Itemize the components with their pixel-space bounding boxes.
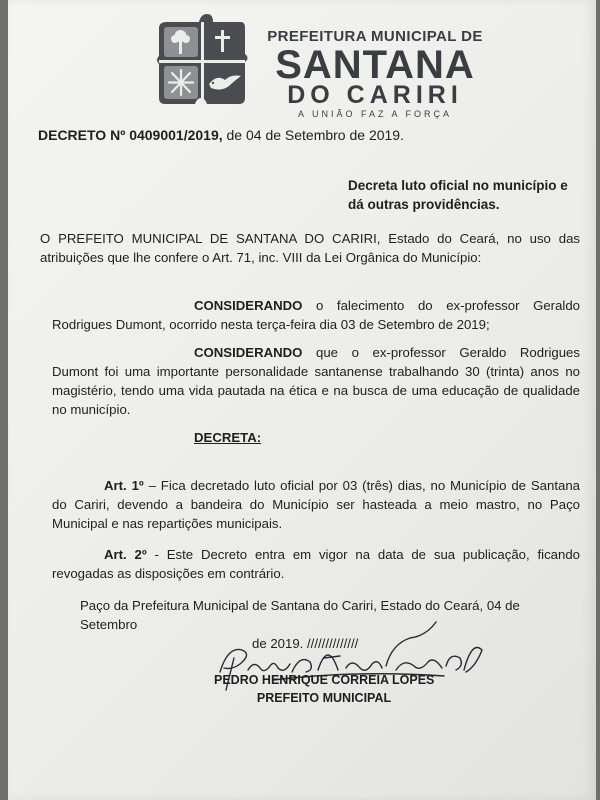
municipal-logo (155, 14, 250, 106)
article-1-label: Art. 1º (104, 478, 144, 493)
place-line: Paço da Prefeitura Municipal de Santana do Cariri, Estado do Ceará, 04 de Setembro (80, 598, 520, 632)
whereas-clause-1 (52, 296, 580, 334)
article-2 (52, 545, 580, 583)
decrees-heading: DECRETA: (194, 430, 262, 445)
whereas-clause-2 (52, 343, 580, 419)
whereas-label-2: CONSIDERANDO (194, 345, 303, 360)
article-1 (52, 476, 580, 533)
decree-number: DECRETO Nº 0409001/2019, (38, 127, 223, 143)
signer-name: PEDRO HENRIQUE CORREIA LOPES (214, 673, 435, 687)
whereas-text-1: o falecimento do ex-professor Geraldo Rodrigues Dumont, ocorrido nesta terça-feira dia 03 de Setembro de 2019; (52, 298, 580, 332)
decree-summary (348, 176, 588, 214)
org-line: PREFEITURA MUNICIPAL DE (267, 28, 483, 45)
document-page (8, 0, 596, 800)
whereas-text-2: que o ex-professor Geraldo Rodrigues Dumont foi uma importante personalidade santanense trabalhando 30 (trinta) anos no magistério, tendo uma vida pautada na ética e na busca de uma educação de qualidade no município. (52, 345, 580, 417)
summary-line-1: Decreta luto oficial no município e (348, 178, 568, 193)
municipal-motto: A UNIÃO FAZ A FORÇA (297, 109, 453, 119)
date-line: de 2019. ////////////// (252, 636, 359, 651)
preamble: O PREFEITO MUNICIPAL DE SANTANA DO CARIRI, Estado do Ceará, no uso das atribuições que lhe confere o Art. 71, inc. VIII da Lei Orgânica do Município: (40, 231, 580, 265)
decree-title (38, 126, 404, 145)
whereas-label-1: CONSIDERANDO (194, 298, 303, 313)
municipality-subname: DO CARIRI (287, 81, 463, 109)
municipality-name: SANTANA (275, 43, 475, 87)
decree-date: de 04 de Setembro de 2019. (226, 127, 404, 143)
article-2-text: - Este Decreto entra em vigor na data de sua publicação, ficando revogadas as disposições em contrário. (52, 547, 580, 581)
signer-role: PREFEITO MUNICIPAL (256, 691, 392, 705)
article-1-text: – Fica decretado luto oficial por 03 (três) dias, no Município de Santana do Cariri, devendo a bandeira do Município ser hasteada a meio mastro, no Paço Municipal e nas repartições municipais. (52, 478, 580, 531)
brand-block (260, 28, 490, 119)
article-2-label: Art. 2º (104, 547, 147, 562)
summary-line-2: dá outras providências. (348, 197, 500, 212)
snowflake-icon (169, 70, 193, 95)
